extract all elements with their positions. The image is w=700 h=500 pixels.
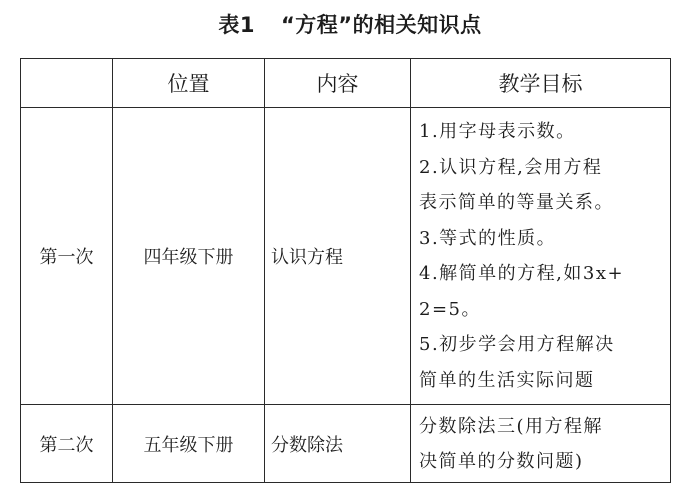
header-content: 内容 (265, 59, 411, 108)
cell-order: 第二次 (21, 405, 113, 483)
goal-line: 分数除法三(用方程解 (419, 415, 604, 437)
goal-line: 2.认识方程,会用方程 (419, 156, 603, 178)
cell-order: 第一次 (21, 108, 113, 405)
cell-content: 认识方程 (265, 108, 411, 405)
cell-content: 分数除法 (265, 405, 411, 483)
table-row (21, 405, 671, 483)
goal-line: 4.解简单的方程,如3x+ (419, 263, 625, 284)
goal-line: 表示简单的等量关系。 (419, 192, 614, 213)
table-caption (0, 10, 700, 40)
header-goals: 教学目标 (411, 59, 671, 108)
table-number: 表1 (218, 13, 255, 37)
header-row (21, 59, 671, 108)
goal-line: 3.等式的性质。 (419, 227, 557, 249)
goal-line: 简单的生活实际问题 (419, 369, 595, 391)
cell-goals (411, 108, 671, 405)
goal-line: 决简单的分数问题) (419, 450, 584, 472)
goal-line: 2=5。 (419, 298, 481, 320)
goal-line: 1.用字母表示数。 (419, 121, 576, 142)
header-position: 位置 (113, 59, 265, 108)
cell-goals (411, 405, 671, 483)
cell-position: 五年级下册 (113, 405, 265, 483)
cell-position: 四年级下册 (113, 108, 265, 405)
goal-line: 5.初步学会用方程解决 (419, 334, 615, 355)
header-order (21, 59, 113, 108)
table-title: “方程”的相关知识点 (281, 13, 482, 37)
table-row (21, 108, 671, 405)
knowledge-table (20, 58, 671, 483)
